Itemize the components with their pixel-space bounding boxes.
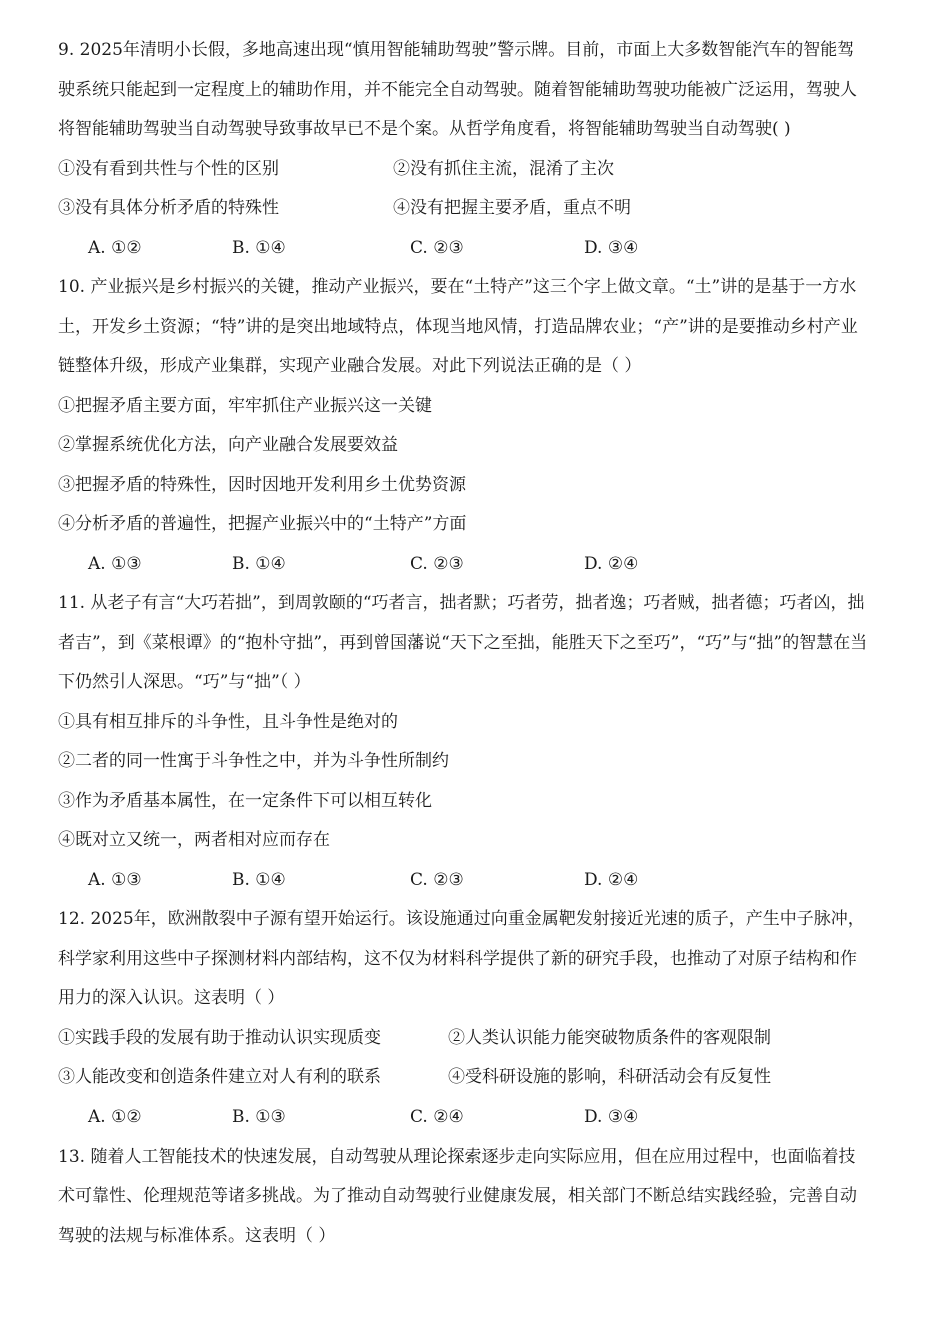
question-10-stem-line-2: 土，开发乡土资源；“特”讲的是突出地域特点，体现当地风情，打造品牌农业；“产”讲的是要推动乡村产业 [58,317,858,337]
question-11-choice-a[interactable]: A. ①③ [88,870,142,890]
question-12-choice-c[interactable]: C. ②④ [410,1107,464,1127]
question-10-choice-c[interactable]: C. ②③ [410,554,464,574]
question-12-choice-b[interactable]: B. ①③ [232,1107,286,1127]
question-11-statement-4: ④既对立又统一，两者相对应而存在 [58,830,330,850]
question-11-stem-line-1: 11. 从老子有言“大巧若拙”，到周敦颐的“巧者言，拙者默；巧者劳，拙者逸；巧者贼，拙者德；巧者凶，拙 [58,593,865,613]
question-13-stem-line-2: 术可靠性、伦理规范等诸多挑战。为了推动自动驾驶行业健康发展，相关部门不断总结实践经验，完善自动 [58,1186,857,1206]
question-9-statement-2: ②没有抓住主流，混淆了主次 [393,159,614,179]
question-13-stem-line-3: 驾驶的法规与标准体系。这表明（ ） [58,1226,336,1246]
question-11-choice-d[interactable]: D. ②④ [584,870,639,890]
question-9-statement-1: ①没有看到共性与个性的区别 [58,159,279,179]
question-11-statement-1: ①具有相互排斥的斗争性，且斗争性是绝对的 [58,712,398,732]
question-9-choice-a[interactable]: A. ①② [88,238,142,258]
question-12-choice-a[interactable]: A. ①② [88,1107,142,1127]
question-9-stem-line-1: 9. 2025年清明小长假，多地高速出现“慎用智能辅助驾驶”警示牌。目前，市面上大多数智能汽车的智能驾 [58,40,855,60]
question-10-choice-d[interactable]: D. ②④ [584,554,639,574]
question-11-stem-line-2: 者吉”，到《菜根谭》的“抱朴守拙”，再到曾国藩说“天下之至拙，能胜天下之至巧”，“巧”与“拙”的智慧在当 [58,633,868,653]
question-9-statement-4: ④没有把握主要矛盾，重点不明 [393,198,631,218]
question-9-choice-c[interactable]: C. ②③ [410,238,464,258]
question-9-choice-b[interactable]: B. ①④ [232,238,286,258]
question-9-statement-3: ③没有具体分析矛盾的特殊性 [58,198,279,218]
question-10-statement-4: ④分析矛盾的普遍性，把握产业振兴中的“土特产”方面 [58,514,467,534]
question-12-choice-d[interactable]: D. ③④ [584,1107,639,1127]
question-10-choice-a[interactable]: A. ①③ [88,554,142,574]
question-12-statement-4: ④受科研设施的影响，科研活动会有反复性 [448,1067,771,1087]
question-12-stem-line-1: 12. 2025年，欧洲散裂中子源有望开始运行。该设施通过向重金属靶发射接近光速的质子，产生中子脉冲， [58,909,865,929]
question-12-statement-3: ③人能改变和创造条件建立对人有利的联系 [58,1067,381,1087]
question-11-stem-line-3: 下仍然引人深思。“巧”与“拙”（ ） [58,672,311,692]
question-10-choice-b[interactable]: B. ①④ [232,554,286,574]
question-11-statement-3: ③作为矛盾基本属性，在一定条件下可以相互转化 [58,791,432,811]
question-9-stem-line-2: 驶系统只能起到一定程度上的辅助作用，并不能完全自动驾驶。随着智能辅助驾驶功能被广泛运用，驾驶人 [58,80,857,100]
question-11-choice-b[interactable]: B. ①④ [232,870,286,890]
question-10-statement-2: ②掌握系统优化方法，向产业融合发展要效益 [58,435,398,455]
question-10-stem-line-3: 链整体升级，形成产业集群，实现产业融合发展。对此下列说法正确的是（ ） [58,356,642,376]
question-12-stem-line-2: 科学家利用这些中子探测材料内部结构，这不仅为材料科学提供了新的研究手段，也推动了对原子结构和作 [58,949,857,969]
question-12-stem-line-3: 用力的深入认识。这表明（ ） [58,988,285,1008]
question-11-statement-2: ②二者的同一性寓于斗争性之中，并为斗争性所制约 [58,751,449,771]
question-12-statement-1: ①实践手段的发展有助于推动认识实现质变 [58,1028,381,1048]
question-10-statement-3: ③把握矛盾的特殊性，因时因地开发利用乡土优势资源 [58,475,466,495]
question-10-stem-line-1: 10. 产业振兴是乡村振兴的关键，推动产业振兴，要在“土特产”这三个字上做文章。“土”讲的是基于一方水 [58,277,857,297]
question-12-statement-2: ②人类认识能力能突破物质条件的客观限制 [448,1028,771,1048]
question-9-choice-d[interactable]: D. ③④ [584,238,639,258]
question-11-choice-c[interactable]: C. ②③ [410,870,464,890]
question-9-stem-line-3: 将智能辅助驾驶当自动驾驶导致事故早已不是个案。从哲学角度看，将智能辅助驾驶当自动驾驶( ) [58,119,791,139]
question-13-stem-line-1: 13. 随着人工智能技术的快速发展，自动驾驶从理论探索逐步走向实际应用，但在应用过程中，也面临着技 [58,1147,856,1167]
question-10-statement-1: ①把握矛盾主要方面，牢牢抓住产业振兴这一关键 [58,396,432,416]
